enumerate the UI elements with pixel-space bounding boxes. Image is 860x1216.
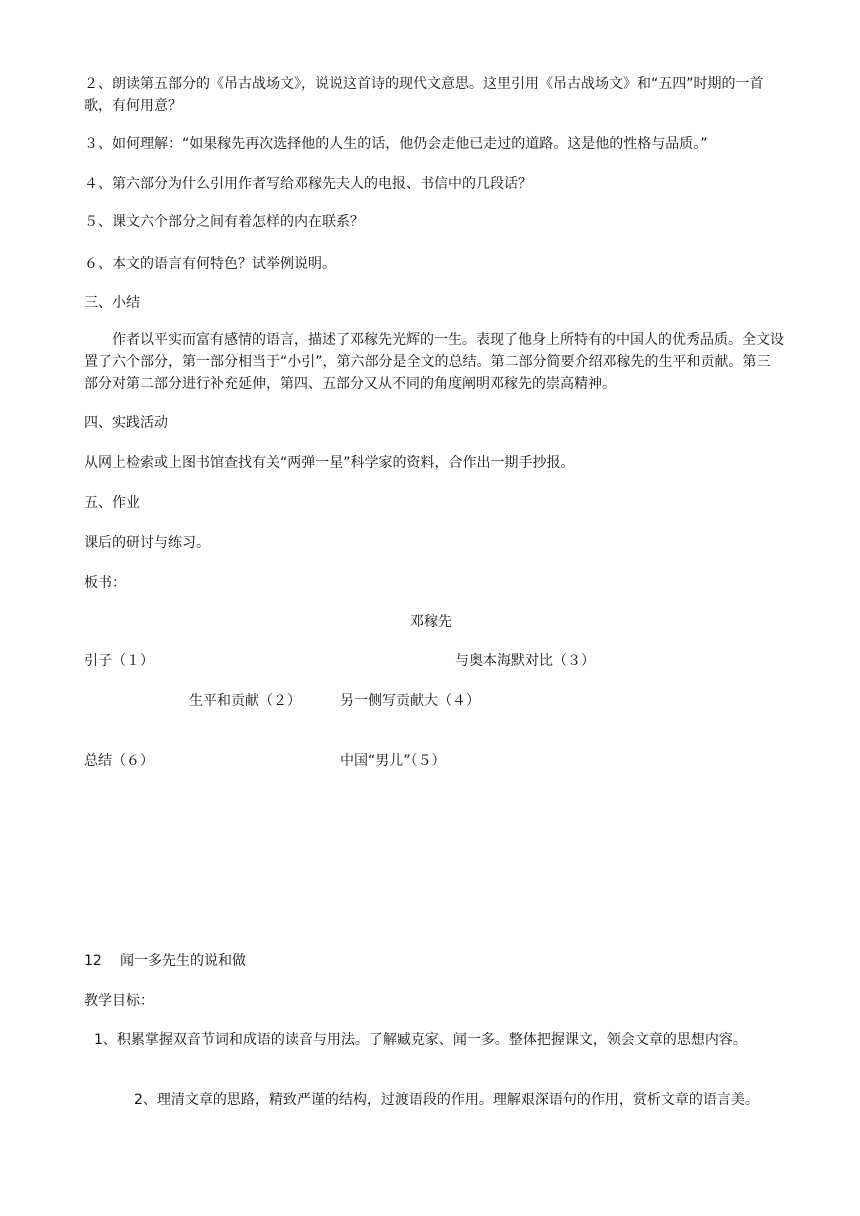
board-intro: 引子（１） — [84, 653, 154, 669]
goals-heading: 教学目标： — [84, 993, 154, 1009]
question-6: ６、本文的语言有何特色？试举例说明。 — [84, 256, 336, 272]
board-contrast: 与奥本海默对比（３） — [455, 653, 595, 669]
board-title: 邓稼先 — [410, 614, 452, 630]
lesson-title: 闻一多先生的说和做 — [120, 953, 246, 969]
question-4: ４、第六部分为什么引用作者写给邓稼先夫人的电报、书信中的几段话？ — [84, 176, 532, 192]
board-side: 另一侧写贡献大（４） — [340, 693, 480, 709]
lesson-number: 12 — [84, 953, 102, 969]
homework-body: 课后的研讨与练习。 — [84, 535, 210, 551]
board-chinese-man: 中国“男儿”（５） — [340, 753, 446, 769]
practice-body: 从网上检索或上图书馆查找有关“两弹一星”科学家的资料，合作出一期手抄报。 — [84, 455, 575, 471]
board-conclusion: 总结（６） — [84, 753, 154, 769]
goal-2: 2、理清文章的思路，精致严谨的结构，过渡语段的作用。理解艰深语句的作用，赏析文章的语言美。 — [134, 1092, 759, 1108]
summary-heading: 三、小结 — [84, 295, 140, 311]
board-label: 板书： — [84, 575, 126, 591]
practice-heading: 四、实践活动 — [84, 415, 168, 431]
question-3: ３、如何理解：“如果稼先再次选择他的人生的话，他仍会走他已走过的道路。这是他的性格与品质。” — [84, 136, 708, 152]
homework-heading: 五、作业 — [84, 495, 140, 511]
summary-body: 作者以平实而富有感情的语言，描述了邓稼先光辉的一生。表现了他身上所特有的中国人的优秀品质。全文设置了六个部分，第一部分相当于“小引”，第六部分是全文的总结。第二部分简要介绍邓稼先的生平和贡献。第三部分对第二部分进行补充延伸，第四、五部分又从不同的角度阐明邓稼先的崇高精神。 — [84, 332, 784, 392]
goal-1: 1、积累掌握双音节词和成语的读音与用法。了解臧克家、闻一多。整体把握课文，领会文章的思想内容。 — [94, 1032, 747, 1048]
board-life: 生平和贡献（２） — [189, 693, 301, 709]
question-5: ５、课文六个部分之间有着怎样的内在联系？ — [84, 214, 364, 230]
question-2: ２、朗读第五部分的《吊古战场文》，说说这首诗的现代文意思。这里引用《吊古战场文》和“五四”时期的一首歌，有何用意？ — [84, 76, 764, 114]
